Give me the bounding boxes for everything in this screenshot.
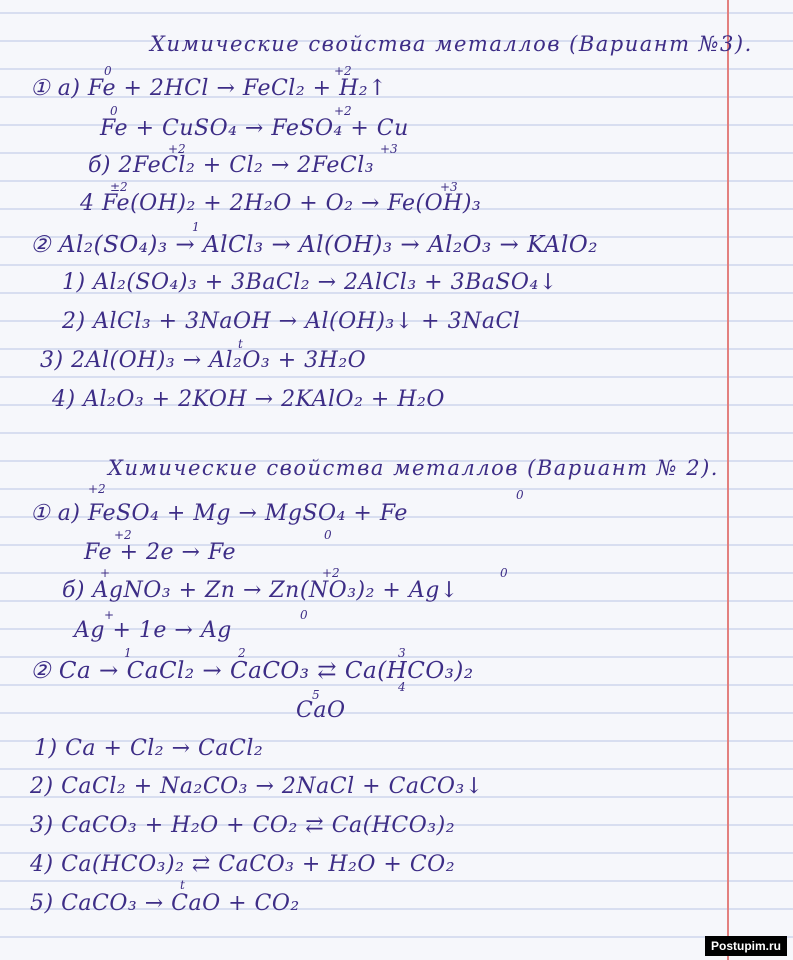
- step-number: 5: [312, 688, 320, 702]
- ox-state: 0: [500, 566, 508, 580]
- v2-eq-1d: Ag + 1e → Ag: [74, 618, 232, 643]
- v2-eq-1c: б) AgNO₃ + Zn → Zn(NO₃)₂ + Ag↓: [62, 578, 459, 603]
- v2-step-3: 3) CaCO₃ + H₂O + CO₂ ⇄ Ca(HCO₃)₂: [30, 813, 456, 838]
- v3-eq-1b: Fe + CuSO₄ → FeSO₄ + Cu: [100, 116, 409, 141]
- v2-eq-1a: ① а) FeSO₄ + Mg → MgSO₄ + Fe: [30, 501, 408, 526]
- heat-mark: t: [180, 878, 185, 892]
- step-number: 3: [398, 646, 406, 660]
- step-number: 4: [398, 680, 406, 694]
- ox-state: +3: [440, 180, 458, 194]
- ox-state: 0: [324, 528, 332, 542]
- v3-step-2: 2) AlCl₃ + 3NaOH → Al(OH)₃↓ + 3NaCl: [62, 309, 521, 334]
- v2-eq-1b: Fe + 2e → Fe: [84, 540, 237, 565]
- title-variant-2: Химические свойства металлов (Вариант № 2).: [108, 456, 719, 480]
- v3-step-1: 1) Al₂(SO₄)₃ + 3BaCl₂ → 2AlCl₃ + 3BaSO₄↓: [62, 270, 558, 295]
- title-variant-3: Химические свойства металлов (Вариант №3).: [150, 32, 753, 56]
- ox-state: +2: [334, 104, 352, 118]
- ox-state: +2: [168, 142, 186, 156]
- step-number: 1: [192, 220, 200, 234]
- v2-chain-cao: CaO: [296, 698, 346, 723]
- ox-state: +: [104, 608, 115, 622]
- v2-step-1: 1) Ca + Cl₂ → CaCl₂: [34, 736, 264, 761]
- ox-state: +2: [88, 482, 106, 496]
- v3-chain: ② Al₂(SO₄)₃ → AlCl₃ → Al(OH)₃ → Al₂O₃ → KAlO₂: [30, 232, 598, 258]
- heat-mark: t: [238, 337, 243, 351]
- ox-state: 0: [110, 104, 118, 118]
- margin-line: [727, 0, 729, 960]
- ox-state: 0: [300, 608, 308, 622]
- v3-eq-1a: ① а) Fe + 2HCl → FeCl₂ + H₂↑: [30, 76, 388, 101]
- ox-state: 0: [104, 64, 112, 78]
- watermark: Postupim.ru: [705, 936, 787, 956]
- v3-eq-1c: б) 2FeCl₂ + Cl₂ → 2FeCl₃: [88, 153, 375, 178]
- v2-step-2: 2) CaCl₂ + Na₂CO₃ → 2NaCl + CaCO₃↓: [30, 774, 484, 799]
- v3-eq-1d: 4 Fe(OH)₂ + 2H₂O + O₂ → Fe(OH)₃: [80, 191, 482, 216]
- ox-state: +2: [114, 528, 132, 542]
- ox-state: ±2: [110, 180, 128, 194]
- ox-state: +2: [334, 64, 352, 78]
- v2-step-5: 5) CaCO₃ → CaO + CO₂: [30, 891, 300, 916]
- v2-step-4: 4) Ca(HCO₃)₂ ⇄ CaCO₃ + H₂O + CO₂: [30, 852, 456, 877]
- v3-step-3: 3) 2Al(OH)₃ → Al₂O₃ + 3H₂O: [40, 348, 367, 373]
- ox-state: 0: [516, 488, 524, 502]
- ox-state: +2: [322, 566, 340, 580]
- step-number: 2: [238, 646, 246, 660]
- step-number: 1: [124, 646, 132, 660]
- v3-step-4: 4) Al₂O₃ + 2KOH → 2KAlO₂ + H₂O: [52, 387, 445, 412]
- ox-state: +3: [380, 142, 398, 156]
- v2-chain: ② Ca → CaCl₂ → CaCO₃ ⇄ Ca(HCO₃)₂: [30, 658, 474, 684]
- ox-state: +: [100, 566, 111, 580]
